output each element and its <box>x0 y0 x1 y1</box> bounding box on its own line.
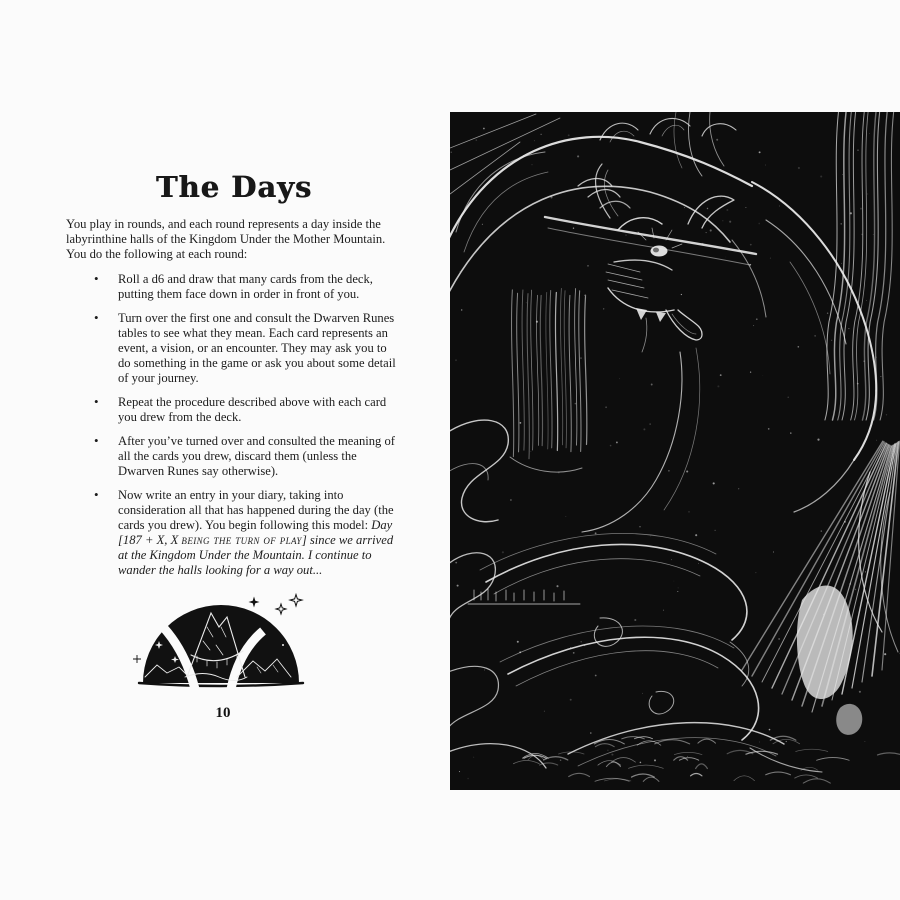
creature-illustration <box>450 112 900 790</box>
bullet-text: Repeat the procedure described above with each card you drew from the deck. <box>118 394 387 424</box>
bullet-text: Roll a d6 and draw that many cards from the deck, putting them face down in order in front of you. <box>118 271 373 301</box>
bullet-icon: • <box>94 486 99 502</box>
lunette-panels <box>139 605 303 689</box>
list-item <box>66 395 402 425</box>
bullet-icon: • <box>94 432 99 448</box>
bullet-text: After you’ve turned over and consulted the meaning of all the cards you drew, discard them (unless the Dwarven Runes say otherwise). <box>118 433 395 478</box>
page-number: 10 <box>215 705 231 721</box>
sparkle-icon <box>133 655 141 663</box>
list-item <box>66 488 402 578</box>
mountain-lunette-illustration <box>133 593 313 697</box>
list-item <box>66 272 402 302</box>
intro-paragraph: You play in rounds, and each round represents a day inside the labyrinthine halls of the Kingdom Under the Mother Mountain. You do the following at each round: <box>66 216 386 261</box>
page-title: The Days <box>155 170 313 204</box>
list-item <box>66 311 402 386</box>
right-page <box>450 112 900 790</box>
bullet-icon: • <box>94 270 99 286</box>
diary-model-smallcaps: being the turn of play <box>181 532 302 547</box>
list-item <box>66 434 402 479</box>
bullet-text <box>118 488 394 577</box>
left-page <box>66 172 402 587</box>
bullet-text: Turn over the first one and consult the Dwarven Runes tables to see what they mean. Each card represents an event, a vision, or an encounter. They may ask you to do something in the game or ask you about some detail of your journey. <box>118 310 396 385</box>
round-steps-list <box>66 272 402 578</box>
diary-model-italic: Day [187 + X, X <box>118 517 393 547</box>
bullet-text-lead: Now write an entry in your diary, taking into consideration all that has happened during the day (the cards you drew). You begin following this model: <box>118 487 394 532</box>
diary-model-italic: ] since we arrived at the Kingdom Under the Mountain. I continue to wander the halls looking for a way out... <box>118 532 394 577</box>
bullet-icon: • <box>94 309 99 325</box>
bullet-icon: • <box>94 393 99 409</box>
